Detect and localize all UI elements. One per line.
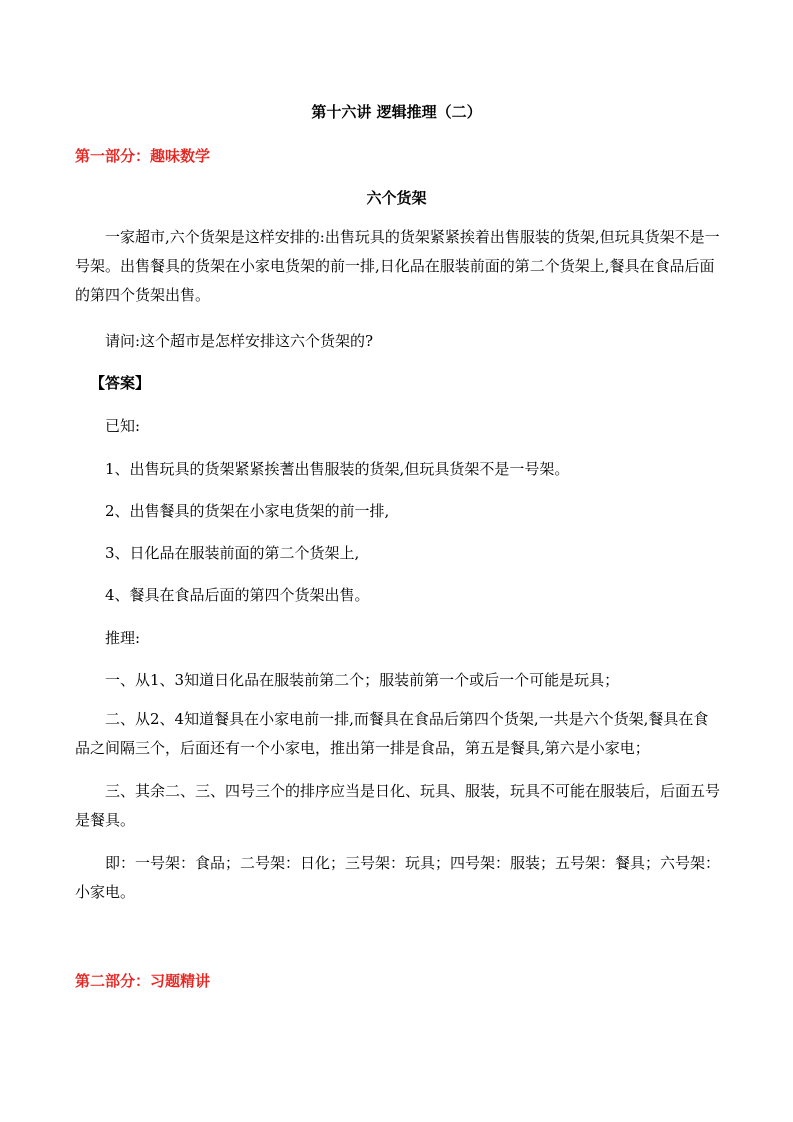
- known-item: 4、餐具在食品后面的第四个货架出售。: [105, 586, 370, 604]
- known-item: 1、出售玩具的货架紧紧挨蓍出售服装的货架,但玩具货架不是一号架。: [105, 460, 570, 478]
- reasoning-step: 一、从1、3知道日化品在服装前第二个；服装前第一个或后一个可能是玩具；: [105, 671, 620, 689]
- reasoning-step: 三、其余二、三、四号三个的排序应当是日化、玩具、服装，玩具不可能在服装后，后面五号是餐具。: [75, 782, 721, 829]
- known-label: 已知:: [105, 417, 141, 435]
- answer-label: 【答案】: [90, 374, 151, 392]
- known-item: 3、日化品在服装前面的第二个货架上,: [105, 544, 360, 562]
- part1-heading: 第一部分：趣味数学: [75, 147, 211, 165]
- conclusion-text: 即：一号架：食品；二号架：日化；三号架：玩具；四号架：服装；五号架：餐具；六号架：小家电。: [75, 854, 721, 901]
- known-item: 2、出售餐具的货架在小家电货架的前一排,: [105, 502, 390, 520]
- reasoning-label: 推理:: [105, 629, 141, 647]
- problem-text: 一家超市,六个货架是这样安排的:出售玩具的货架紧紧挨着出售服装的货架,但玩具货架不是一号架。出售餐具的货架在小家电货架的前一排,日化品在服装前面的第二个货架上,餐具在食品后面的第四个货架出售。: [75, 228, 720, 304]
- problem-title: 六个货架: [366, 189, 427, 207]
- part2-heading: 第二部分：习题精讲: [75, 972, 211, 990]
- lecture-title: 第十六讲 逻辑推理（二）: [311, 103, 482, 121]
- reasoning-step: 二、从2、4知道餐具在小家电前一排,而餐具在食品后第四个货架,一共是六个货架,餐具在食品之间隔三个，后面还有一个小家电，推出第一排是食品，第五是餐具,第六是小家电；: [75, 710, 709, 757]
- question-text: 请问:这个超市是怎样安排这六个货架的?: [105, 332, 374, 350]
